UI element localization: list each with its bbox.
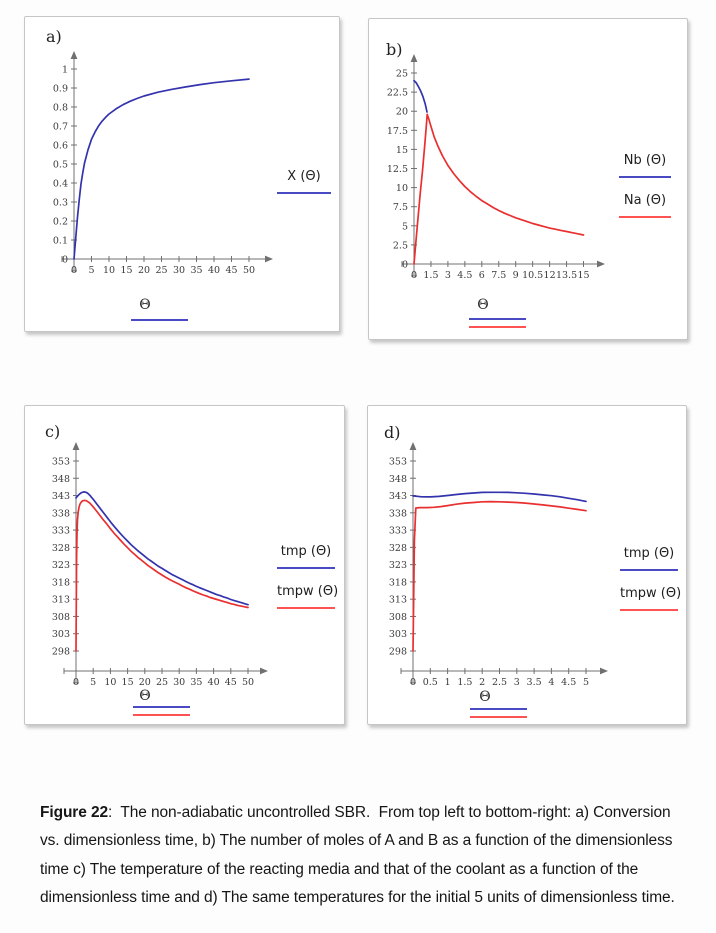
series-red-curve <box>414 114 584 264</box>
x-tick-label: 40 <box>207 265 221 276</box>
y-tick-label: 25 <box>395 68 408 80</box>
panel-c-legend <box>277 544 339 624</box>
x-axis-arrow-icon <box>260 668 268 675</box>
y-axis-arrow-icon <box>410 442 417 450</box>
series-red-curve <box>413 502 586 651</box>
panel-d-tag: d) <box>384 423 401 442</box>
x-tick-label: 45 <box>225 265 238 276</box>
y-tick-label: 0 <box>61 254 68 266</box>
y-tick-label: 0.3 <box>52 197 68 209</box>
legend-color-line <box>619 176 671 178</box>
y-tick-label: 303 <box>51 629 70 641</box>
axis-label-underline <box>133 706 190 708</box>
legend-label: tmpw (Θ) <box>620 586 682 601</box>
x-tick-label: 30 <box>173 677 186 688</box>
y-tick-label: 343 <box>388 491 407 503</box>
x-tick-label: 0 <box>409 677 417 688</box>
y-tick-label: 333 <box>388 525 407 537</box>
x-tick-label: 13.5 <box>555 270 578 281</box>
x-tick-label: 10 <box>104 677 117 688</box>
y-tick-label: 15 <box>395 144 408 156</box>
series-blue-curve <box>413 492 586 501</box>
y-tick-label: 308 <box>51 611 70 623</box>
y-tick-label: 338 <box>388 508 407 520</box>
y-tick-label: 0.7 <box>52 121 68 133</box>
panel-b-card <box>368 18 688 340</box>
figure-caption-label: Figure 22 <box>40 803 109 821</box>
panel-a-legend <box>277 169 331 209</box>
axis-label-underline <box>470 716 527 718</box>
y-tick-label: 353 <box>51 456 70 468</box>
x-axis-label: Θ <box>477 297 489 313</box>
series-blue-curve <box>76 492 248 605</box>
panel-c-tag: c) <box>45 422 61 441</box>
x-tick-label: 20 <box>138 677 151 688</box>
y-tick-label: 328 <box>388 542 407 554</box>
x-tick-label: 0 <box>70 265 78 276</box>
x-tick-label: 6 <box>478 270 485 281</box>
axis-label-underline <box>469 326 526 328</box>
x-tick-label: 9 <box>512 270 519 281</box>
x-tick-label: 35 <box>190 677 203 688</box>
x-tick-label: 4.5 <box>457 270 473 281</box>
legend-color-line <box>620 609 678 611</box>
legend-label: Nb (Θ) <box>623 153 667 168</box>
x-tick-label: 50 <box>241 677 255 688</box>
y-tick-label: 0.2 <box>52 216 68 228</box>
x-tick-label: 15 <box>577 270 590 281</box>
x-axis-label: Θ <box>139 297 151 313</box>
panel-b-legend <box>619 153 671 233</box>
legend-label: X (Θ) <box>287 169 321 184</box>
x-tick-label: 5 <box>582 677 590 688</box>
x-axis-arrow-icon <box>265 256 273 263</box>
legend-color-line <box>620 569 678 571</box>
y-tick-label: 348 <box>51 473 70 485</box>
y-tick-label: 343 <box>51 491 70 503</box>
y-tick-label: 0.5 <box>52 159 68 171</box>
y-tick-label: 22.5 <box>386 87 408 99</box>
x-tick-label: 25 <box>155 677 169 688</box>
y-tick-label: 0.6 <box>52 140 68 152</box>
x-tick-label: 1.5 <box>423 270 439 281</box>
x-tick-label: 4 <box>548 677 555 688</box>
x-axis-arrow-icon <box>600 668 608 675</box>
y-tick-label: 308 <box>388 611 407 623</box>
x-tick-label: 2.5 <box>491 677 508 688</box>
x-tick-label: 30 <box>172 265 186 276</box>
legend-label: Na (Θ) <box>623 193 667 208</box>
axis-label-underline <box>469 318 526 320</box>
y-tick-label: 333 <box>51 525 70 537</box>
y-tick-label: 10 <box>395 183 408 195</box>
axis-label-underline <box>131 319 188 321</box>
series-blue-curve <box>74 79 249 259</box>
y-tick-label: 323 <box>388 560 407 572</box>
series-red-curve <box>76 500 248 651</box>
x-tick-label: 5 <box>90 677 97 688</box>
y-tick-label: 328 <box>51 542 70 554</box>
x-tick-label: 0.5 <box>422 677 438 688</box>
y-tick-label: 1 <box>61 64 68 76</box>
y-tick-label: 5 <box>401 221 408 233</box>
y-tick-label: 323 <box>51 560 70 572</box>
y-tick-label: 318 <box>388 577 407 589</box>
x-tick-label: 15 <box>121 677 134 688</box>
y-tick-label: 298 <box>388 646 407 658</box>
x-tick-label: 10 <box>102 265 116 276</box>
legend-color-line <box>277 607 335 609</box>
y-tick-label: 0.9 <box>52 83 68 95</box>
panel-a-tag: a) <box>46 27 62 46</box>
x-tick-label: 3.5 <box>526 677 542 688</box>
legend-label: tmp (Θ) <box>280 544 332 559</box>
y-tick-label: 313 <box>51 594 70 606</box>
y-tick-label: 0 <box>401 259 408 271</box>
x-tick-label: 1.5 <box>457 677 473 688</box>
y-axis-arrow-icon <box>73 442 80 450</box>
panel-d-card <box>367 405 687 725</box>
x-tick-label: 3 <box>513 677 520 688</box>
figure-caption-text: : The non-adiabatic uncontrolled SBR. From top left to bottom-right: a) Conversion vs. dimensionless time, b) The number of moles of A and B as a function of the dimensionless time c) The temperature of the reacting media and that of the coolant as a function of the dimensionless time and d) The same temperatures for the initial 5 units of dimensionless time. <box>40 803 677 906</box>
y-tick-label: 298 <box>51 646 70 658</box>
panel-c-card <box>24 405 345 725</box>
x-tick-label: 4.5 <box>561 677 577 688</box>
x-tick-label: 45 <box>224 677 237 688</box>
x-tick-label: 5 <box>88 265 95 276</box>
legend-label: tmpw (Θ) <box>277 584 339 599</box>
y-tick-label: 338 <box>51 508 70 520</box>
figure-caption <box>40 799 692 913</box>
axis-label-underline <box>470 708 527 710</box>
y-tick-label: 0.1 <box>52 235 68 247</box>
x-tick-label: 25 <box>155 265 168 276</box>
x-tick-label: 20 <box>137 265 151 276</box>
y-tick-label: 318 <box>51 577 70 589</box>
y-tick-label: 20 <box>395 106 408 118</box>
y-tick-label: 348 <box>388 473 407 485</box>
legend-color-line <box>619 216 671 218</box>
panel-a-card <box>24 16 340 332</box>
x-tick-label: 50 <box>242 265 256 276</box>
series-blue-curve <box>414 81 427 112</box>
x-tick-label: 10.5 <box>522 270 544 281</box>
axis-label-underline <box>133 714 190 716</box>
x-axis-arrow-icon <box>597 261 605 268</box>
x-tick-label: 7.5 <box>491 270 507 281</box>
y-tick-label: 313 <box>388 594 407 606</box>
x-tick-label: 1 <box>444 677 451 688</box>
x-tick-label: 0 <box>410 270 418 281</box>
y-tick-label: 0.8 <box>52 102 68 114</box>
x-tick-label: 40 <box>207 677 220 688</box>
x-axis-label: Θ <box>139 688 151 704</box>
y-tick-label: 12.5 <box>386 164 408 175</box>
x-tick-label: 35 <box>190 265 203 276</box>
y-axis-arrow-icon <box>71 51 78 59</box>
legend-color-line <box>277 192 331 194</box>
x-tick-label: 2 <box>479 677 486 688</box>
x-tick-label: 0 <box>72 677 80 688</box>
legend-color-line <box>277 567 335 569</box>
x-axis-label: Θ <box>479 689 491 705</box>
legend-label: tmp (Θ) <box>623 546 675 561</box>
panel-d-legend <box>620 546 682 626</box>
y-tick-label: 2.5 <box>392 240 408 252</box>
y-tick-label: 353 <box>388 456 407 468</box>
x-tick-label: 12 <box>543 270 556 281</box>
y-axis-arrow-icon <box>411 54 418 62</box>
y-tick-label: 7.5 <box>392 202 408 214</box>
y-tick-label: 303 <box>388 629 407 641</box>
panel-b-tag: b) <box>386 40 403 59</box>
y-tick-label: 0.4 <box>52 178 68 190</box>
x-tick-label: 3 <box>444 270 451 281</box>
x-tick-label: 15 <box>120 265 133 276</box>
y-tick-label: 17.5 <box>386 125 408 137</box>
